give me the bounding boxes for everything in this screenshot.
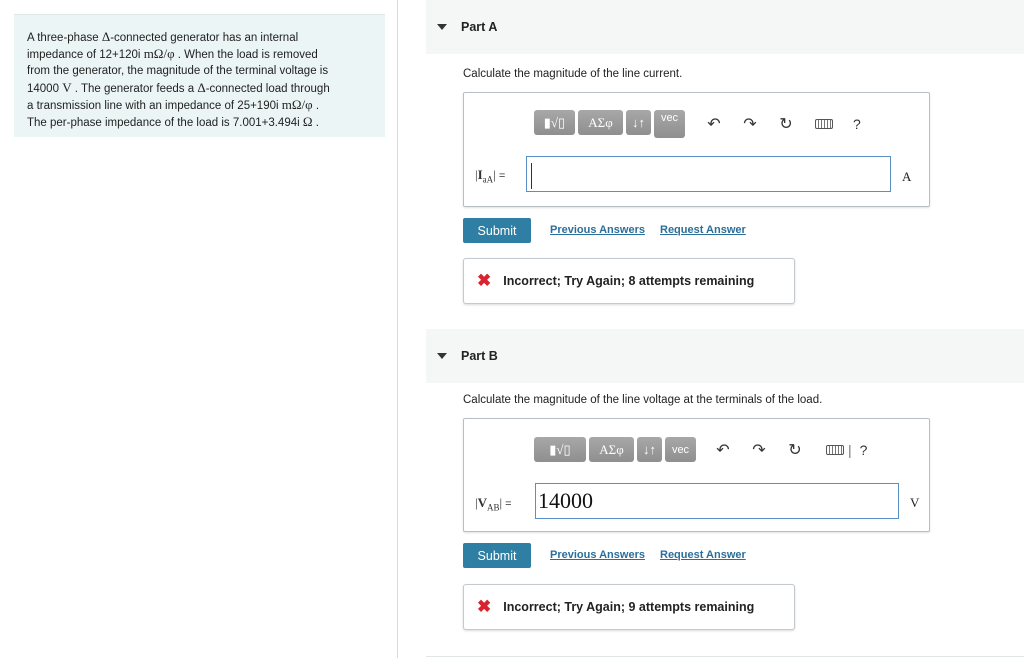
incorrect-x-icon: ✖ [477,597,492,616]
part-a-feedback [463,258,795,304]
redo-icon[interactable]: ↷ [743,116,757,133]
part-a-header[interactable] [426,0,1024,54]
vector-button[interactable]: vec [654,110,685,138]
part-b-request-answer-link[interactable]: Request Answer [660,549,746,561]
part-a-submit-button[interactable]: Submit [463,218,531,243]
part-b-submit-button[interactable]: Submit [463,543,531,568]
subscript-superscript-button[interactable]: ↓↑ [637,437,662,462]
keyboard-icon[interactable] [826,445,844,455]
templates-button[interactable]: ▮√▯ [534,437,586,462]
redo-icon[interactable]: ↷ [752,441,766,459]
reset-icon[interactable]: ↻ [779,116,793,133]
part-a-math-toolbar [534,110,861,138]
vector-button[interactable]: vec [665,437,696,462]
toolbar-separator: | [848,441,852,458]
part-b-header[interactable] [426,329,1024,383]
part-a-title: Part A [461,20,498,34]
problem-statement [14,14,385,137]
part-b-answer-panel [463,418,930,532]
section-bottom-border [426,656,1024,657]
greek-symbols-button[interactable]: ΑΣφ [578,110,623,135]
part-a-feedback-text: Incorrect; Try Again; 8 attempts remaining [503,274,755,288]
part-a-unit: A [902,169,912,184]
collapse-caret-icon[interactable] [437,353,447,359]
undo-icon[interactable]: ↶ [707,116,721,133]
part-b-question: Calculate the magnitude of the line voltage at the terminals of the load. [463,394,823,406]
problem-line: The per-phase impedance of the load is 7.001+3.494i Ω . [27,114,319,130]
part-b-unit: V [910,495,920,510]
part-b-previous-answers-link[interactable]: Previous Answers [550,549,645,561]
part-a-answer-input[interactable] [526,156,891,192]
part-a-question: Calculate the magnitude of the line current. [463,68,683,80]
problem-line: 14000 V . The generator feeds a Δ-connected load through [27,79,330,95]
reset-icon[interactable]: ↻ [788,441,802,459]
keyboard-icon[interactable] [815,119,833,129]
part-a-previous-answers-link[interactable]: Previous Answers [550,224,645,236]
part-b-math-toolbar [534,437,867,462]
templates-button[interactable]: ▮√▯ [534,110,575,135]
part-b-variable-label: $|V_{AB}|$ = [475,495,512,513]
undo-icon[interactable]: ↶ [716,441,730,459]
collapse-caret-icon[interactable] [437,24,447,30]
column-divider [397,0,398,658]
problem-line: A three-phase Δ-connected generator has an internal [27,29,299,44]
part-a-answer-panel [463,92,930,207]
part-b-feedback [463,584,795,630]
part-a-variable-label: $|I_{aA}|$ = [475,167,506,185]
part-b-answer-input[interactable]: 14000 [535,483,899,519]
problem-line: from the generator, the magnitude of the terminal voltage is [27,65,329,78]
text-cursor [531,163,532,189]
help-icon[interactable]: ? [859,441,868,458]
incorrect-x-icon: ✖ [477,271,492,290]
help-icon[interactable]: ? [853,116,861,132]
problem-line: a transmission line with an impedance of 25+190i mΩ/φ . [27,96,320,112]
part-a-request-answer-link[interactable]: Request Answer [660,224,746,236]
part-b-feedback-text: Incorrect; Try Again; 9 attempts remaining [503,600,755,614]
problem-line: impedance of 12+120i mΩ/φ . When the load is removed [27,46,318,62]
greek-symbols-button[interactable]: ΑΣφ [589,437,634,462]
subscript-superscript-button[interactable]: ↓↑ [626,110,651,135]
part-b-title: Part B [461,349,498,363]
